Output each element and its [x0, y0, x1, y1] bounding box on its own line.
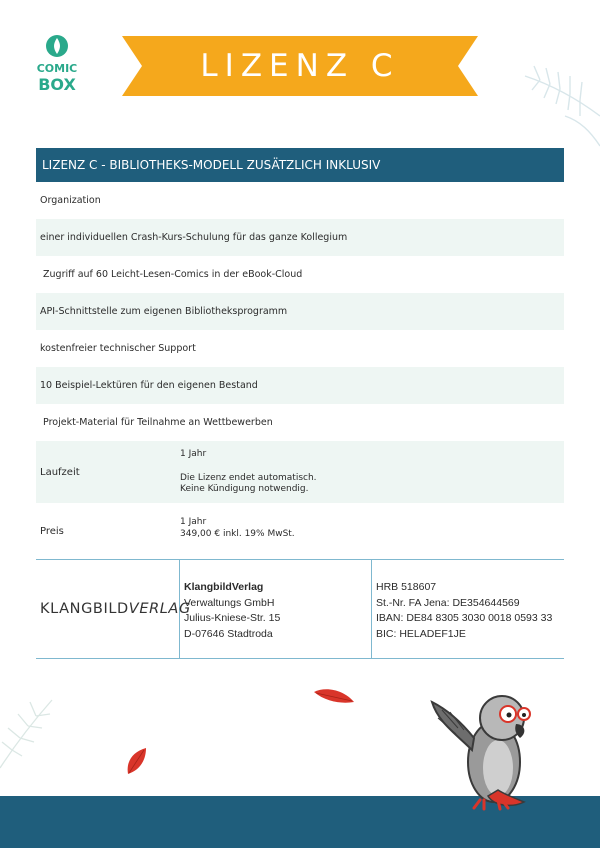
bic: BIC: HELADEF1JE [376, 627, 466, 640]
parrot-mascot [428, 684, 538, 812]
table-row [36, 182, 564, 219]
laufzeit-label: Laufzeit [40, 466, 80, 478]
laufzeit-value [180, 441, 564, 503]
row-text: API-Schnittstelle zum eigenen Bibliotheksprogramm [40, 306, 288, 317]
row-text: 10 Beispiel-Lektüren für den eigenen Bestand [40, 380, 258, 391]
address-line: Julius-Kniese-Str. 15 [184, 612, 281, 624]
register-number: HRB 518607 [376, 581, 437, 593]
iban: IBAN: DE84 8305 3030 0018 0593 33 [376, 612, 553, 624]
address-line: D-07646 Stadtroda [184, 627, 273, 640]
row-text: kostenfreier technischer Support [40, 343, 196, 354]
laufzeit-note-1: Die Lizenz endet automatisch. [180, 472, 317, 483]
publisher-brand-cell [36, 560, 191, 658]
row-text: Projekt-Material für Teilnahme an Wettbewerben [40, 417, 273, 428]
logo-line2: BOX [38, 75, 76, 94]
logo-line1: COMIC [36, 62, 78, 75]
table-row [36, 293, 564, 330]
brand-light: VERLAG [128, 601, 191, 617]
row-text: Organization [40, 195, 101, 206]
publisher-footer [36, 559, 564, 659]
table-row [36, 404, 564, 441]
row-text: einer individuellen Crash-Kurs-Schulung für das ganze Kollegium [40, 232, 348, 243]
tax-number: St.-Nr. FA Jena: DE354644569 [376, 596, 520, 609]
table-row [36, 330, 564, 367]
brand-bold: KLANGBILD [40, 601, 129, 617]
license-table [36, 148, 564, 559]
red-feather-icon [312, 686, 356, 708]
preis-label: Preis [40, 525, 64, 537]
address-line: Verwaltungs GmbH [184, 596, 275, 609]
publisher-name: KlangbildVerlag [184, 581, 264, 593]
table-row [36, 256, 564, 293]
publisher-address [180, 560, 372, 658]
preis-value [180, 503, 564, 559]
red-feather-icon [124, 746, 150, 776]
table-row [36, 219, 564, 256]
publisher-logo-text [40, 601, 191, 617]
laufzeit-duration: 1 Jahr [180, 449, 207, 459]
preis-row [36, 503, 564, 559]
preis-amount: 349,00 € inkl. 19% MwSt. [180, 528, 295, 539]
preis-duration: 1 Jahr [180, 517, 207, 527]
laufzeit-note-2: Keine Kündigung notwendig. [180, 484, 309, 494]
table-row [36, 367, 564, 404]
laufzeit-row [36, 441, 564, 503]
row-text: Zugriff auf 60 Leicht-Lesen-Comics in der eBook-Cloud [40, 269, 303, 280]
comic-box-logo [34, 34, 80, 100]
page-title: LIZENZ C [200, 48, 400, 84]
leaf-decoration-left [0, 690, 60, 770]
publisher-legal-info [372, 560, 564, 658]
palm-leaf-decoration [520, 46, 600, 156]
table-header: LIZENZ C - BIBLIOTHEKS-MODELL ZUSÄTZLICH INKLUSIV [36, 148, 564, 182]
